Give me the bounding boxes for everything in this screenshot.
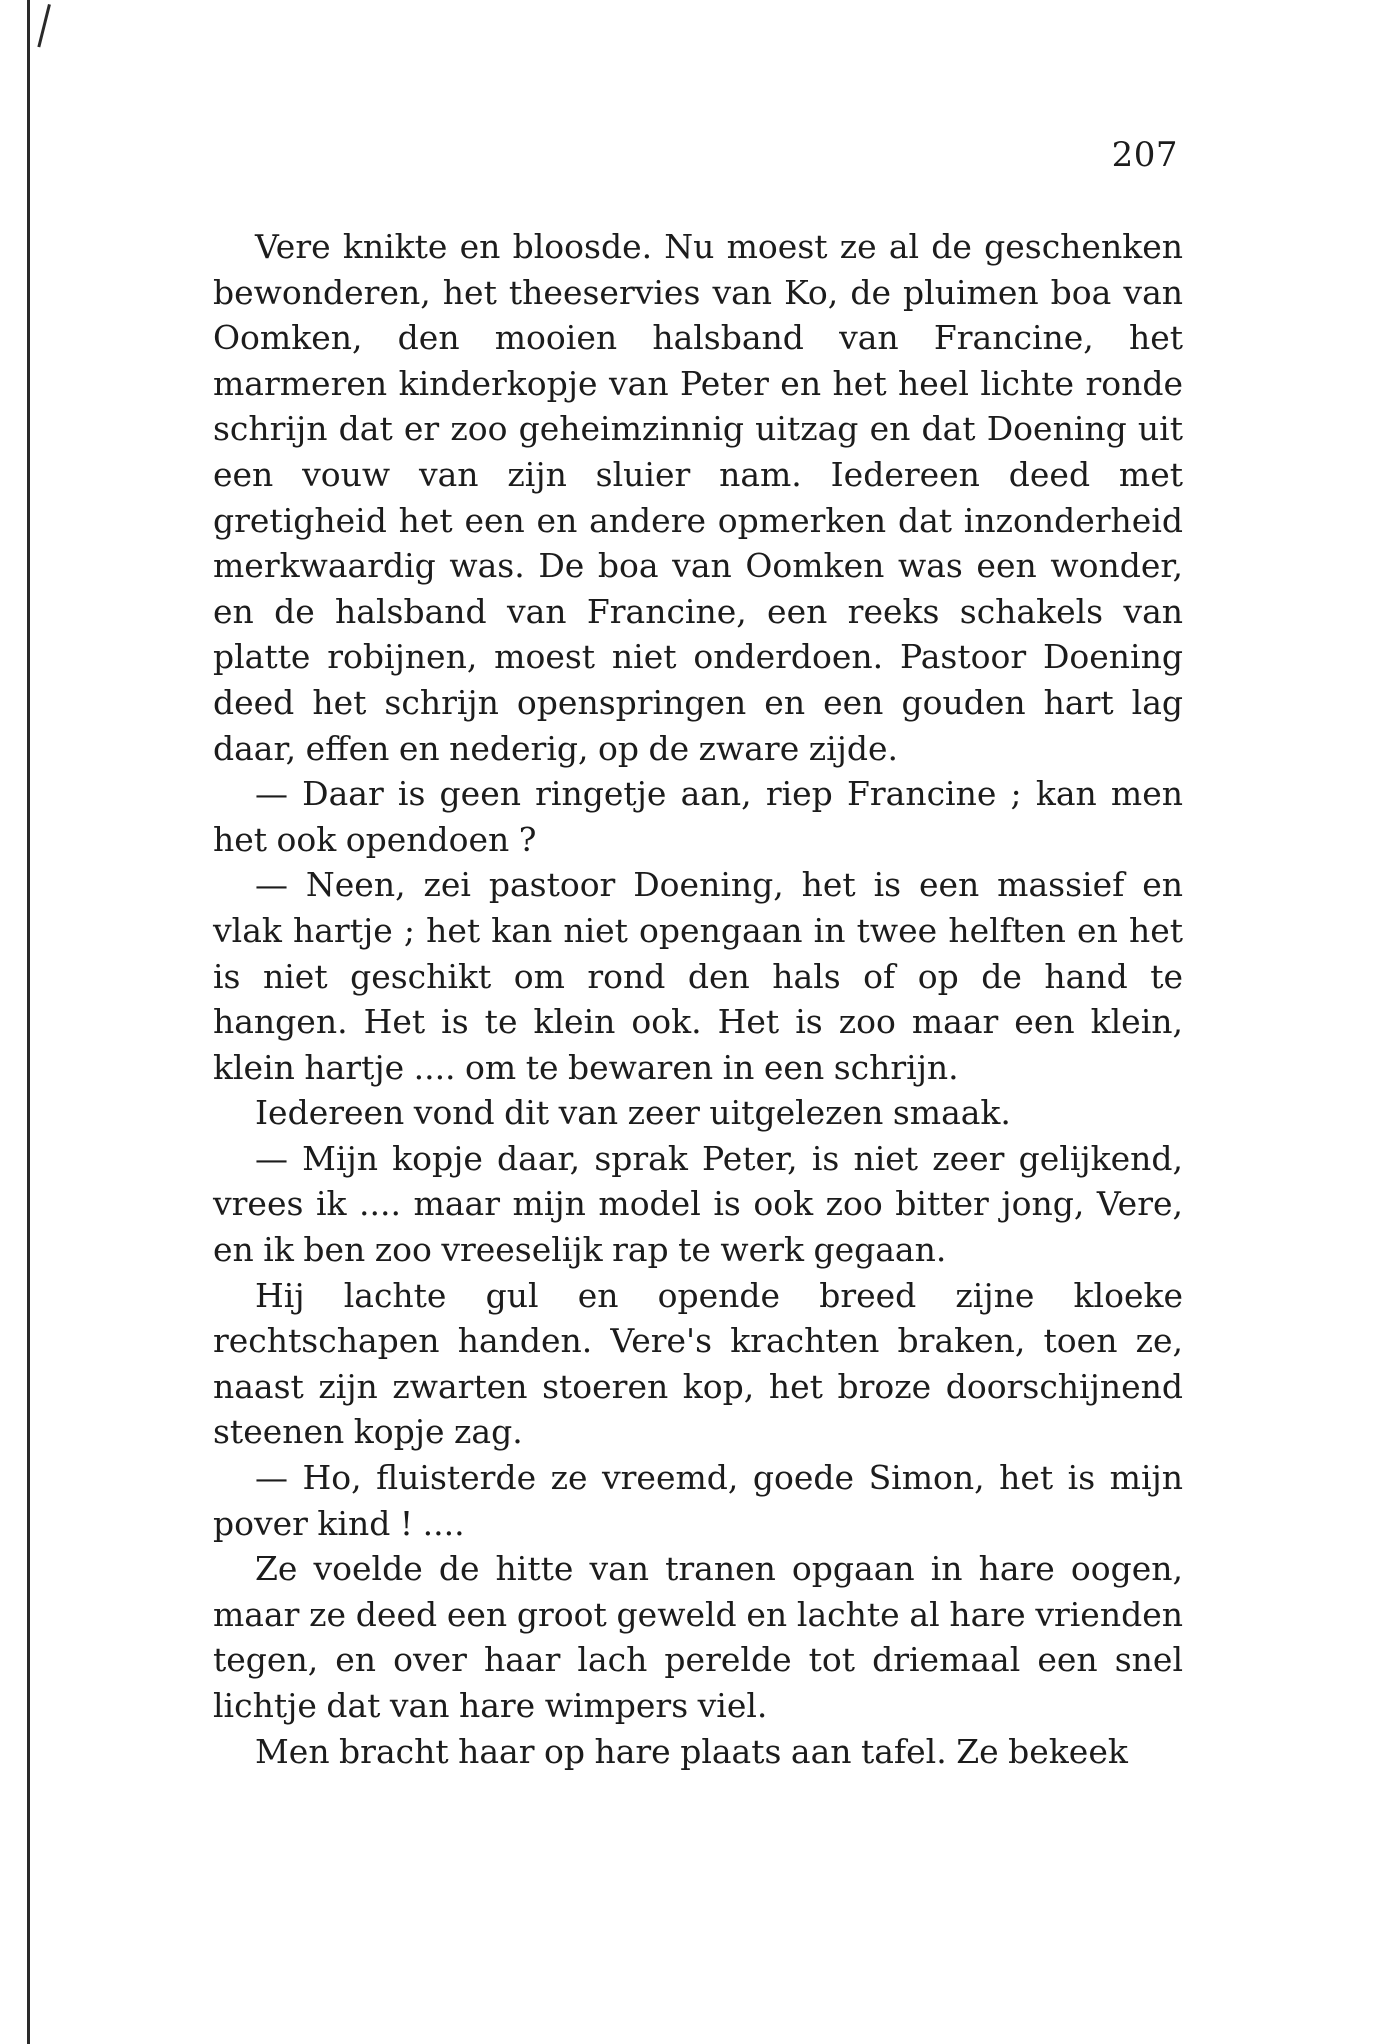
paragraph: Hij lachte gul en opende breed zijne kloeke rechtschapen handen. Vere's krachten braken, toen ze, naast zijn zwarten stoeren kop, het broze doorschijnend steenen kopje zag. <box>213 1275 1183 1452</box>
paragraph: Iedereen vond dit van zeer uitgelezen smaak. <box>255 1093 1011 1133</box>
paragraph: Men bracht haar op hare plaats aan tafel. Ze bekeek <box>255 1731 1128 1771</box>
paragraph: Ze voelde de hitte van tranen opgaan in hare oogen, maar ze deed een groot geweld en lachte al hare vrienden tegen, en over haar lach perelde tot driemaal een snel lichtje dat van hare wimpers viel. <box>213 1549 1183 1725</box>
corner-pencil-mark <box>37 4 51 47</box>
page-number: 207 <box>1111 135 1178 175</box>
paragraph: — Ho, fluisterde ze vreemd, goede Simon, het is mijn pover kind ! .... <box>213 1458 1183 1543</box>
paragraph: — Neen, zei pastoor Doening, het is een massief en vlak hartje ; het kan niet opengaan in twee helften en het is niet geschikt om rond den hals of op de hand te hangen. Het is te klein ook. Het is zoo maar een klein, klein hartje .... om te bewaren in een schrijn. <box>213 865 1183 1087</box>
paragraph: Vere knikte en bloosde. Nu moest ze al de geschenken bewonderen, het theeservies van Ko, de pluimen boa van Oomken, den mooien halsband van Francine, het marmeren kinderkopje van Peter en het heel lichte ronde schrijn dat er zoo geheimzinnig uitzag en dat Doening uit een vouw van zijn sluier nam. Iedereen deed met gretigheid het een en andere opmerken dat inzonderheid merkwaardig was. De boa van Oomken was een wonder, en de halsband van Francine, een reeks schakels van platte robijnen, moest niet onderdoen. Pastoor Doening deed het schrijn openspringen en een gouden hart lag daar, effen en nederig, op de zware zijde. <box>213 227 1183 768</box>
body-text <box>213 224 1183 1774</box>
paragraph: — Daar is geen ringetje aan, riep Francine ; kan men het ook opendoen ? <box>213 774 1183 859</box>
paragraph: — Mijn kopje daar, sprak Peter, is niet zeer gelijkend, vrees ik .... maar mijn model is ook zoo bitter jong, Vere, en ik ben zoo vreeselijk rap te werk gegaan. <box>213 1138 1183 1270</box>
page-edge-rule <box>27 0 30 2044</box>
